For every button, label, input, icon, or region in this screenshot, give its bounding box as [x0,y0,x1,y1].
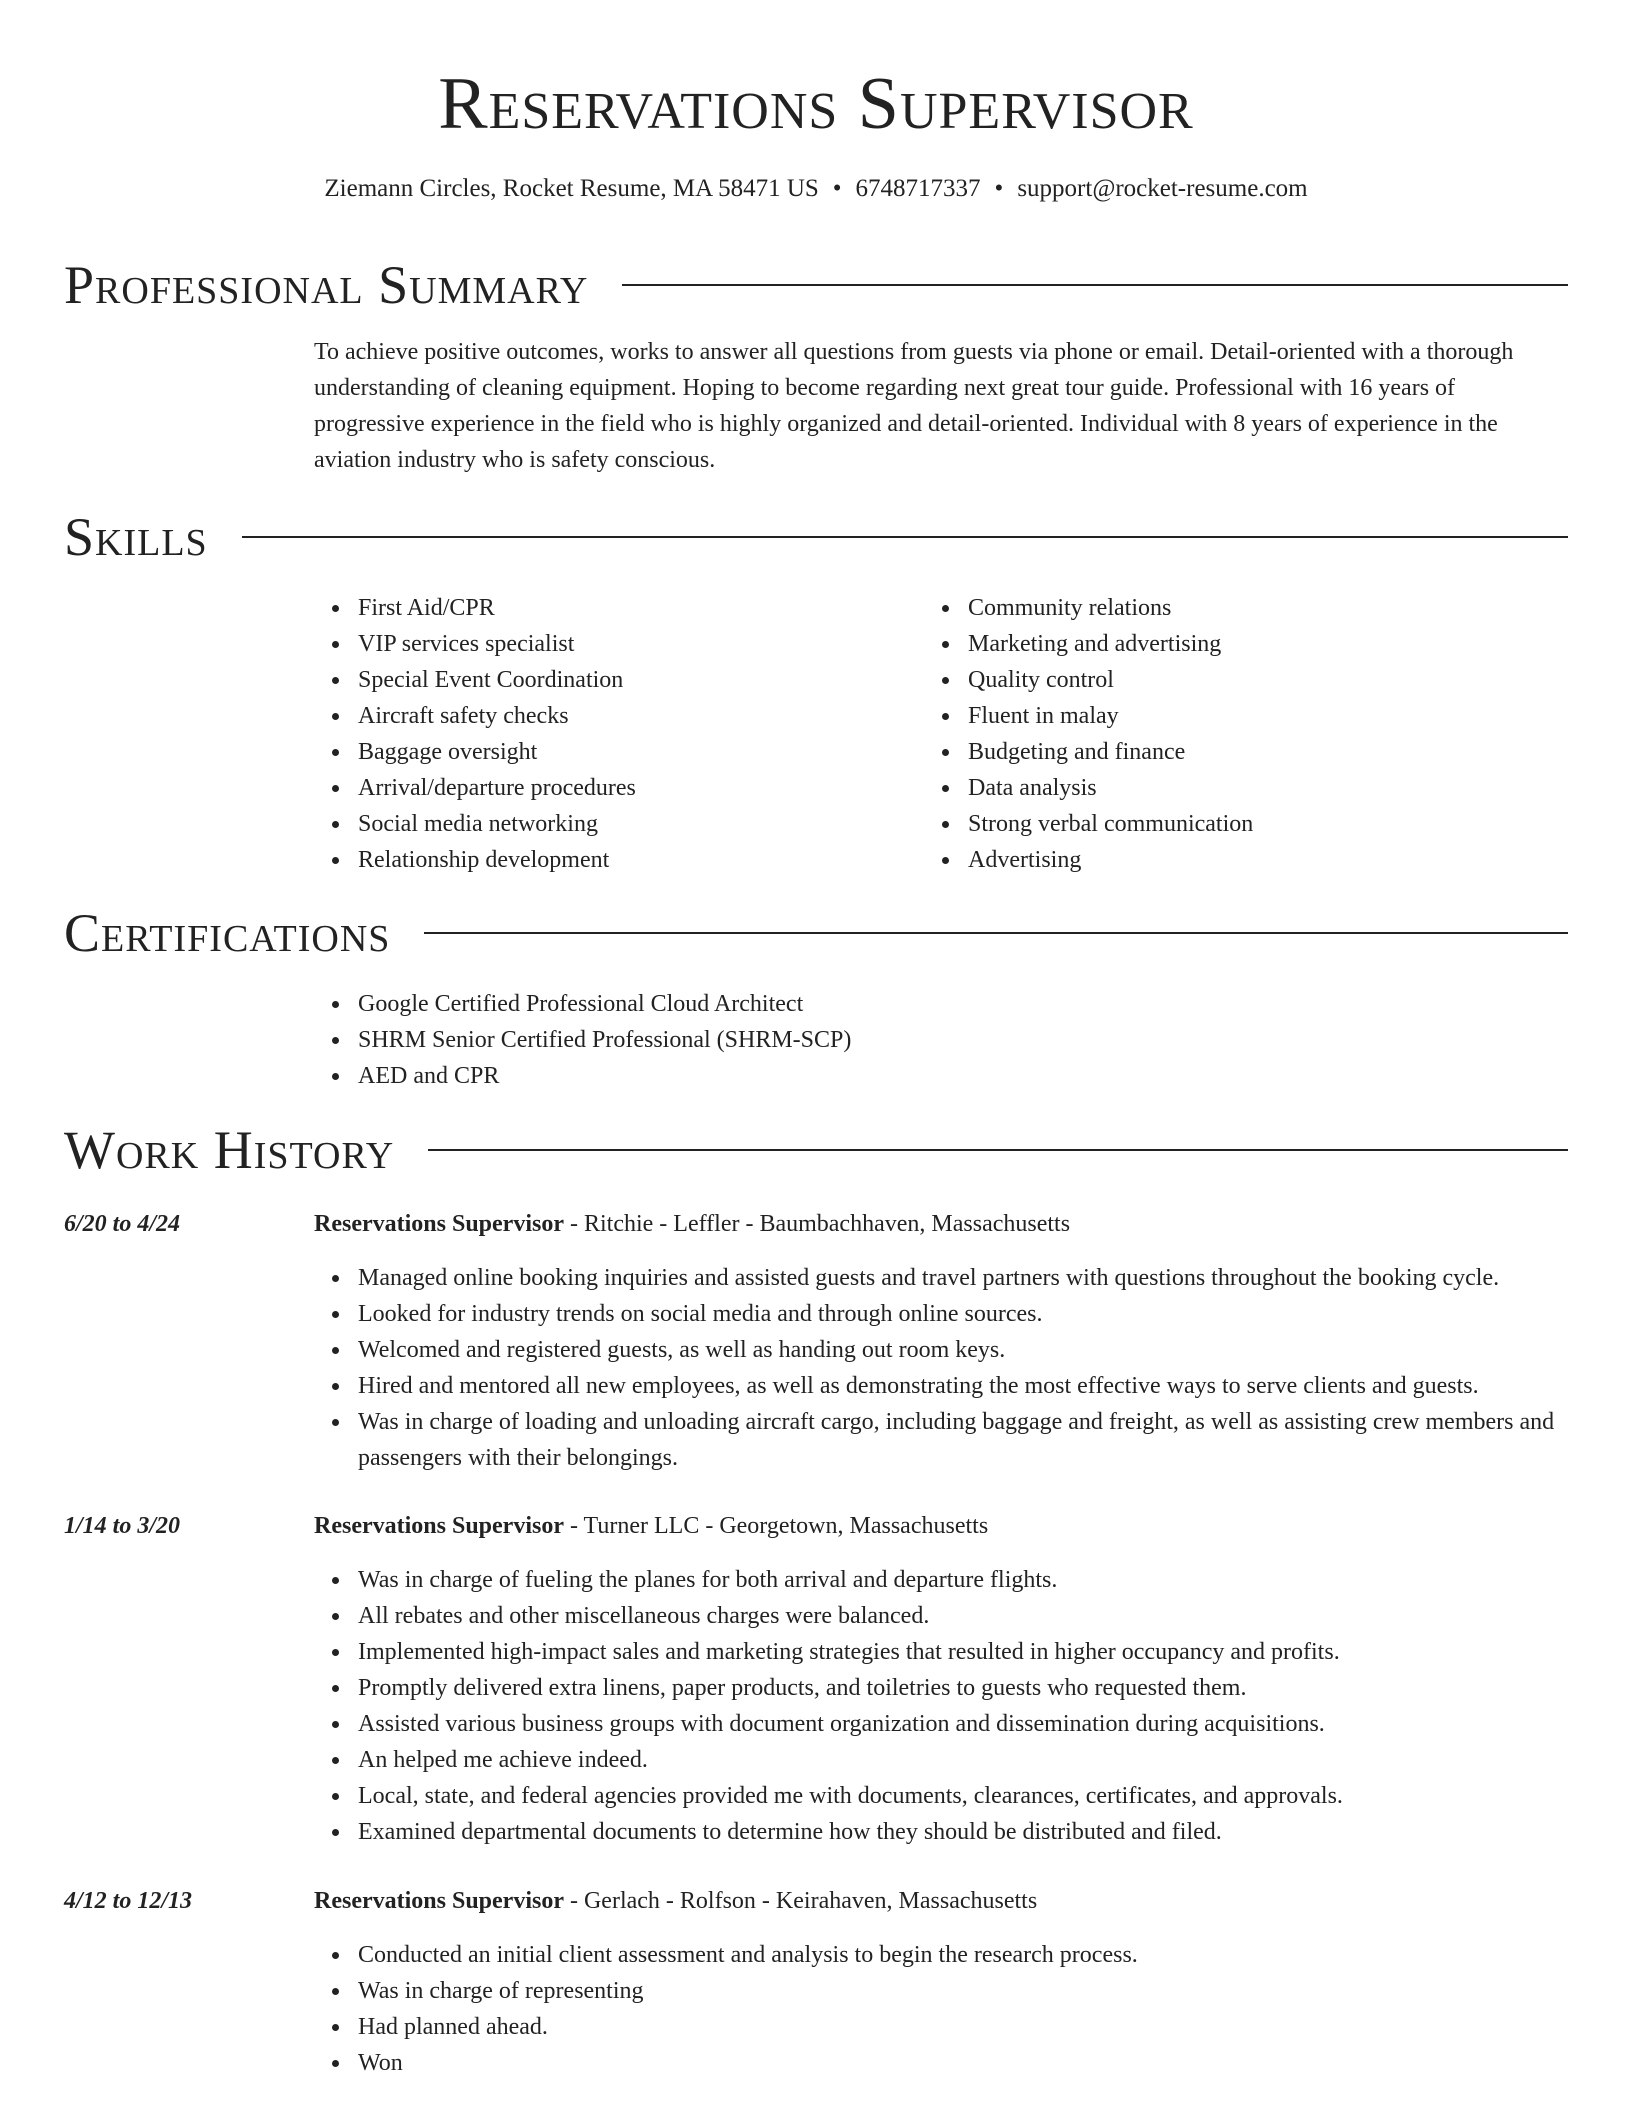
job-role: Reservations Supervisor [314,1513,564,1539]
work-history-heading [64,1115,1568,1185]
duty-item: Was in charge of loading and unloading aircraft cargo, including baggage and freight, as well as assisting crew members and passengers with their belongings. [358,1404,1568,1476]
job-duties [314,1937,1568,2081]
job-header [314,1883,1037,1919]
duty-item: Was in charge of fueling the planes for both arrival and departure flights. [358,1562,1568,1598]
section-divider [242,536,1568,538]
summary-title: Professional Summary [64,255,589,315]
section-divider [622,284,1568,286]
duty-item: All rebates and other miscellaneous charges were balanced. [358,1598,1568,1634]
skill-item: Special Event Coordination [358,662,914,698]
skill-item: Aircraft safety checks [358,698,914,734]
duty-item: Promptly delivered extra linens, paper products, and toiletries to guests who requested them. [358,1670,1568,1706]
certifications-title: Certifications [64,903,391,963]
summary-heading [64,250,1568,320]
skill-item: Advertising [968,842,1524,878]
duty-item: Implemented high-impact sales and marketing strategies that resulted in higher occupancy and profits. [358,1634,1568,1670]
duty-item: Welcomed and registered guests, as well as handing out room keys. [358,1332,1568,1368]
duty-item: Local, state, and federal agencies provided me with documents, clearances, certificates, and approvals. [358,1778,1568,1814]
contact-address: Ziemann Circles, Rocket Resume, MA 58471 US [324,175,819,202]
skills-right-column [924,590,1524,878]
skills-heading [64,502,1568,572]
skill-item: Arrival/departure procedures [358,770,914,806]
duty-item: Managed online booking inquiries and assisted guests and travel partners with questions throughout the booking cycle. [358,1260,1568,1296]
job-dates: 6/20 to 4/24 [64,1211,181,1237]
job-dates: 1/14 to 3/20 [64,1513,181,1539]
duty-item: Had planned ahead. [358,2009,1568,2045]
certification-item: Google Certified Professional Cloud Architect [358,986,1568,1022]
skill-item: Strong verbal communication [968,806,1524,842]
summary-text: To achieve positive outcomes, works to answer all questions from guests via phone or email. Detail-oriented with a thorough understanding of cleaning equipment. Hoping to become regarding next great tour guide. Professional with 16 years of progressive experience in the field who is highly organized and detail-oriented. Individual with 8 years of experience in the aviation industry who is safety conscious. [314,339,1514,473]
work-history-title: Work History [64,1120,395,1180]
skill-item: VIP services specialist [358,626,914,662]
duty-item: Was in charge of representing [358,1973,1568,2009]
skill-item: Quality control [968,662,1524,698]
job-header [314,1508,988,1544]
job-details: - Turner LLC - Georgetown, Massachusetts [563,1513,989,1539]
duty-item: Won [358,2045,1568,2081]
job-details: - Gerlach - Rolfson - Keirahaven, Massachusetts [563,1888,1038,1914]
duty-item: Assisted various business groups with document organization and dissemination during acquisitions. [358,1706,1568,1742]
certifications-heading [64,898,1568,968]
candidate-name: Reservations Supervisor [438,63,1194,145]
skill-item: Data analysis [968,770,1524,806]
contact-email[interactable]: support@rocket-resume.com [1017,175,1308,202]
certifications-list [314,986,1568,1094]
skills-title: Skills [64,507,208,567]
job-role: Reservations Supervisor [314,1211,564,1237]
skill-item: Budgeting and finance [968,734,1524,770]
job-duties [314,1562,1568,1850]
section-divider [424,932,1568,934]
job-details: - Ritchie - Leffler - Baumbachhaven, Massachusetts [563,1211,1071,1237]
job-header [314,1206,1070,1242]
certification-item: SHRM Senior Certified Professional (SHRM-SCP) [358,1022,1568,1058]
skill-item: First Aid/CPR [358,590,914,626]
skill-item: Community relations [968,590,1524,626]
job-role: Reservations Supervisor [314,1888,564,1914]
section-divider [428,1149,1568,1151]
duty-item: Looked for industry trends on social media and through online sources. [358,1296,1568,1332]
duty-item: An helped me achieve indeed. [358,1742,1568,1778]
skill-item: Social media networking [358,806,914,842]
skill-item: Marketing and advertising [968,626,1524,662]
duty-item: Conducted an initial client assessment and analysis to begin the research process. [358,1937,1568,1973]
duty-item: Examined departmental documents to determine how they should be distributed and filed. [358,1814,1568,1850]
skill-item: Relationship development [358,842,914,878]
skill-item: Fluent in malay [968,698,1524,734]
skills-left-column [314,590,914,878]
job-dates: 4/12 to 12/13 [64,1888,193,1914]
contact-separator: • [994,175,1004,202]
certification-item: AED and CPR [358,1058,1568,1094]
duty-item: Hired and mentored all new employees, as well as demonstrating the most effective ways to serve clients and guests. [358,1368,1568,1404]
skill-item: Baggage oversight [358,734,914,770]
job-duties [314,1260,1568,1476]
contact-separator: • [832,175,842,202]
contact-line [0,172,1632,206]
contact-phone: 6748717337 [855,175,981,202]
